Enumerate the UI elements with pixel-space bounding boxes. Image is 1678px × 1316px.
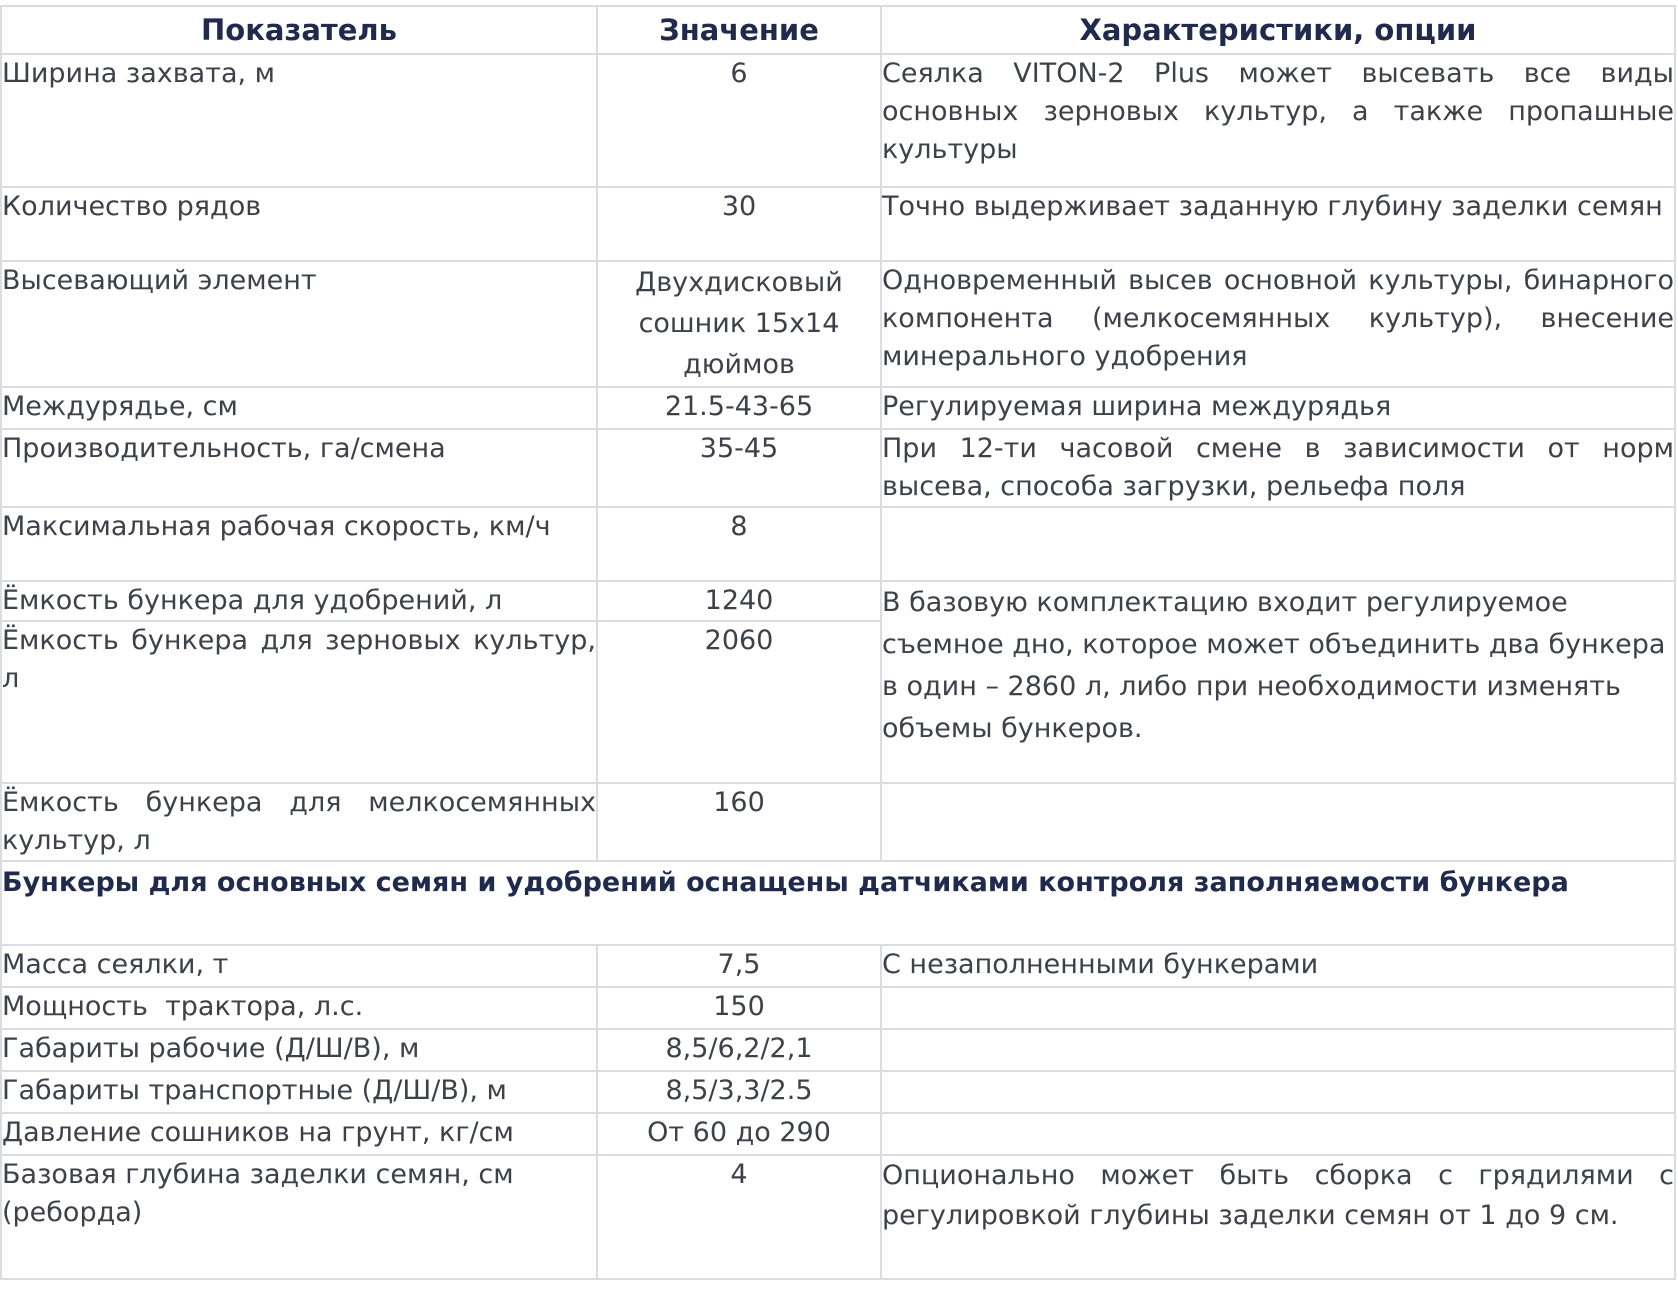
header-desc: Характеристики, опции [881, 6, 1675, 54]
table-row [1, 945, 1675, 987]
value-cell: 6 [597, 54, 881, 187]
value-cell: 35-45 [597, 429, 881, 507]
desc-cell: Регулируемая ширина междурядья [881, 387, 1675, 429]
value-cell: От 60 до 290 [597, 1113, 881, 1155]
value-cell: 7,5 [597, 945, 881, 987]
param-cell: Ёмкость бункера для зерновых культур, л [1, 621, 597, 783]
header-param: Показатель [1, 6, 597, 54]
value-cell: 150 [597, 987, 881, 1029]
value-cell: 30 [597, 187, 881, 261]
value-cell: 2060 [597, 621, 881, 783]
param-cell: Масса сеялки, т [1, 945, 597, 987]
table-row [1, 783, 1675, 861]
param-cell: Максимальная рабочая скорость, км/ч [1, 507, 597, 581]
value-cell: 8 [597, 507, 881, 581]
param-cell: Давление сошников на грунт, кг/см [1, 1113, 597, 1155]
desc-cell: Сеялка VITON-2 Plus может высевать все виды основных зерновых культур, а также пропашные культуры [881, 54, 1675, 187]
table-row [1, 1155, 1675, 1279]
desc-cell [881, 1029, 1675, 1071]
param-cell: Междурядье, см [1, 387, 597, 429]
desc-cell: При 12-ти часовой смене в зависимости от норм высева, способа загрузки, рельефа поля [881, 429, 1675, 507]
value-cell: 1240 [597, 581, 881, 621]
table-row [1, 54, 1675, 187]
note-cell: Бункеры для основных семян и удобрений оснащены датчиками контроля заполняемости бункера [1, 861, 1675, 945]
value-cell: 8,5/6,2/2,1 [597, 1029, 881, 1071]
desc-cell: Опционально может быть сборка с грядилями с регулировкой глубины заделки семян от 1 до 9 см. [881, 1155, 1675, 1279]
param-cell: Габариты рабочие (Д/Ш/В), м [1, 1029, 597, 1071]
desc-cell [881, 507, 1675, 581]
param-cell: Ширина захвата, м [1, 54, 597, 187]
desc-cell: В базовую комплектацию входит регулируемое съемное дно, которое может объединить два бункера в один – 2860 л, либо при необходимости изменять объемы бункеров. [881, 581, 1675, 783]
desc-cell: Одновременный высев основной культуры, бинарного компонента (мелкосемянных культур), внесение минерального удобрения [881, 261, 1675, 387]
value-cell: 160 [597, 783, 881, 861]
table-row [1, 1029, 1675, 1071]
value-cell: Двухдисковый сошник 15x14 дюймов [597, 261, 881, 387]
param-cell: Ёмкость бункера для мелкосемянных культур, л [1, 783, 597, 861]
desc-cell [881, 987, 1675, 1029]
param-cell: Базовая глубина заделки семян, см (реборда) [1, 1155, 597, 1279]
table-row [1, 987, 1675, 1029]
spec-table [0, 5, 1676, 1280]
param-cell: Количество рядов [1, 187, 597, 261]
desc-cell [881, 783, 1675, 861]
desc-cell [881, 1113, 1675, 1155]
table-row [1, 1113, 1675, 1155]
param-cell: Высевающий элемент [1, 261, 597, 387]
table-row [1, 187, 1675, 261]
value-cell: 8,5/3,3/2.5 [597, 1071, 881, 1113]
table-row [1, 429, 1675, 507]
value-cell: 21.5-43-65 [597, 387, 881, 429]
table-row [1, 507, 1675, 581]
table-row [1, 261, 1675, 387]
value-cell: 4 [597, 1155, 881, 1279]
desc-cell: С незаполненными бункерами [881, 945, 1675, 987]
param-cell: Габариты транспортные (Д/Ш/В), м [1, 1071, 597, 1113]
header-value: Значение [597, 6, 881, 54]
table-row [1, 1071, 1675, 1113]
note-row [1, 861, 1675, 945]
desc-cell: Точно выдерживает заданную глубину заделки семян [881, 187, 1675, 261]
table-row [1, 581, 1675, 621]
param-cell: Производительность, га/смена [1, 429, 597, 507]
table-row [1, 387, 1675, 429]
param-cell: Ёмкость бункера для удобрений, л [1, 581, 597, 621]
desc-cell [881, 1071, 1675, 1113]
table-header-row [1, 6, 1675, 54]
param-cell: Мощность трактора, л.с. [1, 987, 597, 1029]
